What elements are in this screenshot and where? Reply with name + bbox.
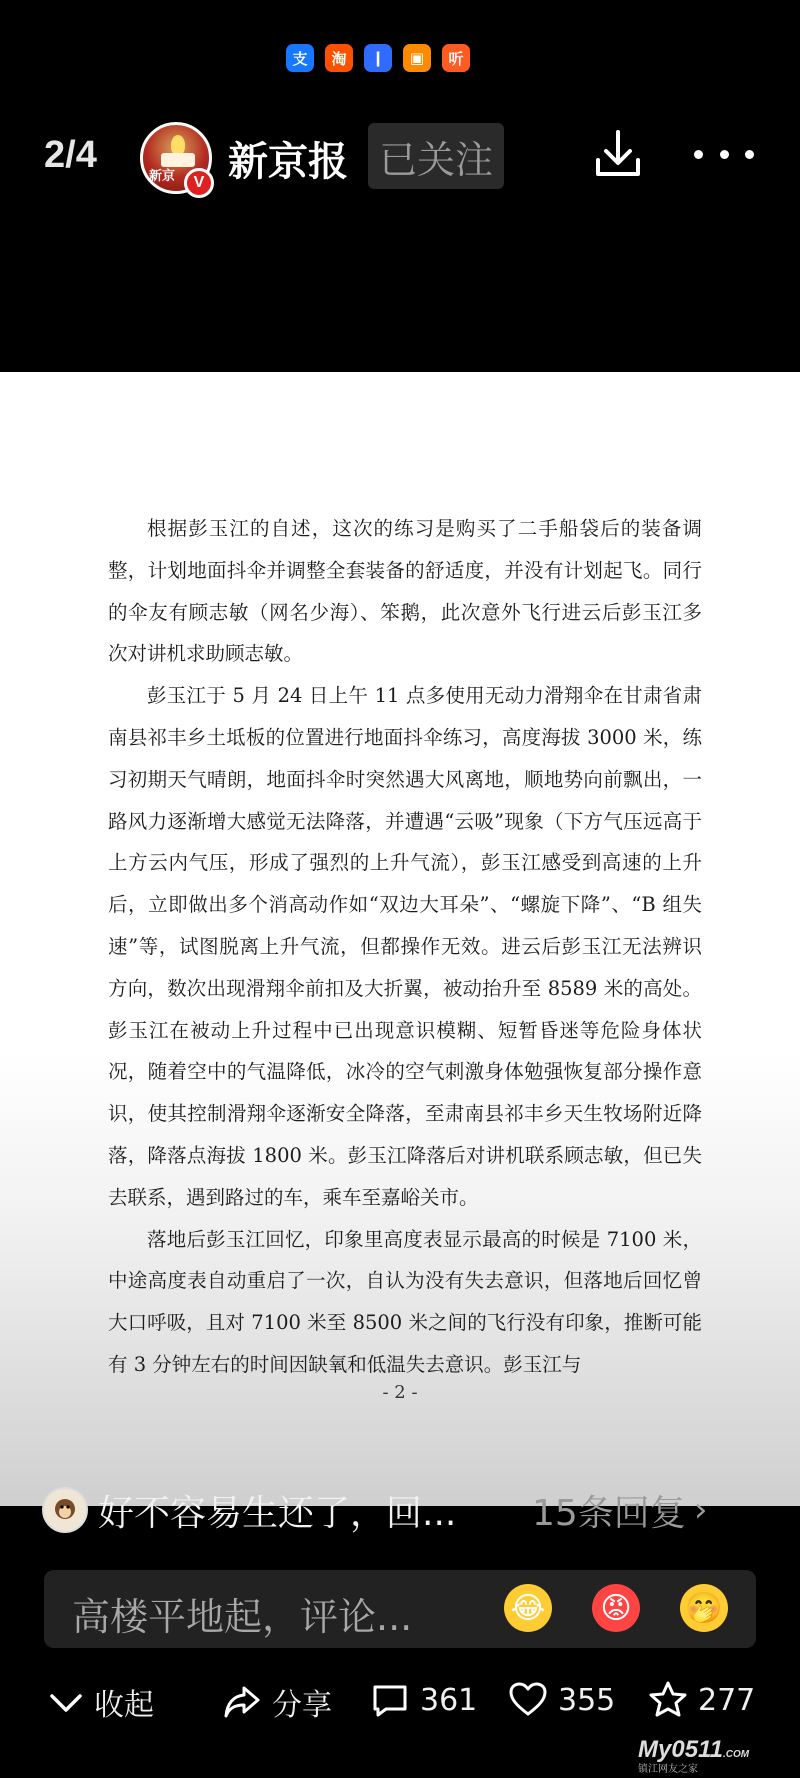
audio-app-icon: ❙ [364, 44, 392, 72]
collapse-label: 收起 [94, 1688, 154, 1723]
comment-input-placeholder[interactable]: 高楼平地起，评论... [72, 1595, 413, 1639]
document-body [108, 508, 702, 1386]
like-count: 355 [558, 1682, 616, 1718]
commenter-avatar[interactable] [42, 1487, 88, 1533]
listen-app-icon: 听 [442, 44, 470, 72]
verified-badge-icon: V [184, 168, 214, 198]
account-name[interactable]: 新京报 [228, 139, 348, 185]
comment-button[interactable] [370, 1680, 477, 1720]
comment-icon [370, 1680, 410, 1720]
share-icon [222, 1682, 262, 1722]
top-comment-text[interactable]: 好不容易生还了，回... [98, 1492, 457, 1534]
top-comment-preview[interactable] [42, 1488, 758, 1532]
image-page-counter: 2/4 [44, 134, 97, 176]
reply-count-link[interactable]: 15条回复 [532, 1492, 686, 1534]
alipay-icon: 支 [286, 44, 314, 72]
account-avatar[interactable] [140, 122, 212, 194]
star-icon [648, 1680, 688, 1720]
share-button[interactable] [222, 1680, 332, 1724]
angry-emoji-button[interactable]: 😡 [592, 1584, 640, 1632]
giggle-emoji-button[interactable]: 🤭 [680, 1584, 728, 1632]
post-header [0, 118, 800, 198]
laughing-emoji-button[interactable]: 😂 [504, 1584, 552, 1632]
status-bar-app-icons [286, 44, 470, 72]
gift-app-icon: ▣ [403, 44, 431, 72]
chevron-right-icon: › [693, 1490, 708, 1530]
collapse-button[interactable] [48, 1680, 154, 1724]
dot-icon [694, 150, 703, 159]
watermark-subtitle: 镇江网友之家 [638, 1764, 698, 1775]
avatar-text: 新京 [149, 169, 176, 184]
heart-icon [508, 1680, 548, 1720]
document-page-image[interactable] [0, 372, 800, 1506]
bottom-action-bar [0, 1672, 800, 1732]
document-paragraph: 落地后彭玉江回忆，印象里高度表显示最高的时候是 7100 米，中途高度表自动重启了一次，自认为没有失去意识，但落地后回忆曾大口呼吸，且对 7100 米至 8500 米之间的飞行没有印象，推断可能有 3 分钟左右的时间因缺氧和低温失去意识。彭玉江与 [108, 1227, 702, 1376]
follow-button[interactable]: 已关注 [368, 123, 504, 189]
site-watermark [638, 1736, 749, 1775]
chevron-down-icon [48, 1684, 84, 1720]
document-paragraph: 彭玉江于 5 月 24 日上午 11 点多使用无动力滑翔伞在甘肃省肃南县祁丰乡土坻板的位置进行地面抖伞练习，高度海拔 3000 米，练习初期天气晴朗，地面抖伞时突然遇大风离地，顺地势向前飘出，一路风力逐渐增大感觉无法降落，并遭遇“云吸”现象（下方气压远高于上方云内气压，形成了强烈的上升气流），彭玉江感受到高速的上升后，立即做出多个消高动作如“双边大耳朵”、“螺旋下降”、“B 组失速”等，试图脱离上升气流，但都操作无效。进云后彭玉江无法辨识方向，数次出现滑翔伞前扣及大折翼，被动抬升至 8589 米的高处。彭玉江在被动上升过程中已出现意识模糊、短暂昏迷等危险身体状况，随着空中的气温降低，冰冷的空气刺激身体勉强恢复部分操作意识，使其控制滑翔伞逐渐安全降落，至肃南县祁丰乡天生牧场附近降落，降落点海拔 1800 米。彭玉江降落后对讲机联系顾志敏，但已失去联系，遇到路过的车，乘车至嘉峪关市。 [108, 684, 702, 1209]
document-paragraph: 根据彭玉江的自述，这次的练习是购买了二手船袋后的装备调整，计划地面抖伞并调整全套装备的舒适度，并没有计划起飞。同行的伞友有顾志敏（网名少海）、笨鹅，此次意外飞行进云后彭玉江多次对讲机求助顾志敏。 [108, 517, 702, 666]
taobao-icon: 淘 [325, 44, 353, 72]
favorite-button[interactable] [648, 1680, 755, 1720]
dot-icon [720, 150, 729, 159]
download-button[interactable] [590, 126, 646, 182]
dot-icon [745, 150, 754, 159]
like-button[interactable] [508, 1680, 615, 1720]
more-options-button[interactable] [694, 126, 754, 182]
favorite-count: 277 [698, 1682, 756, 1718]
share-label: 分享 [272, 1688, 332, 1723]
document-page-number: - 2 - [382, 1382, 418, 1403]
comment-count: 361 [420, 1682, 478, 1718]
flame-icon [171, 135, 185, 155]
watermark-domain: .COM [722, 1749, 750, 1760]
download-icon [590, 126, 646, 182]
monkey-avatar-icon [50, 1495, 80, 1525]
watermark-logo: My0511 [638, 1736, 723, 1763]
comment-input-bar[interactable] [44, 1570, 756, 1648]
